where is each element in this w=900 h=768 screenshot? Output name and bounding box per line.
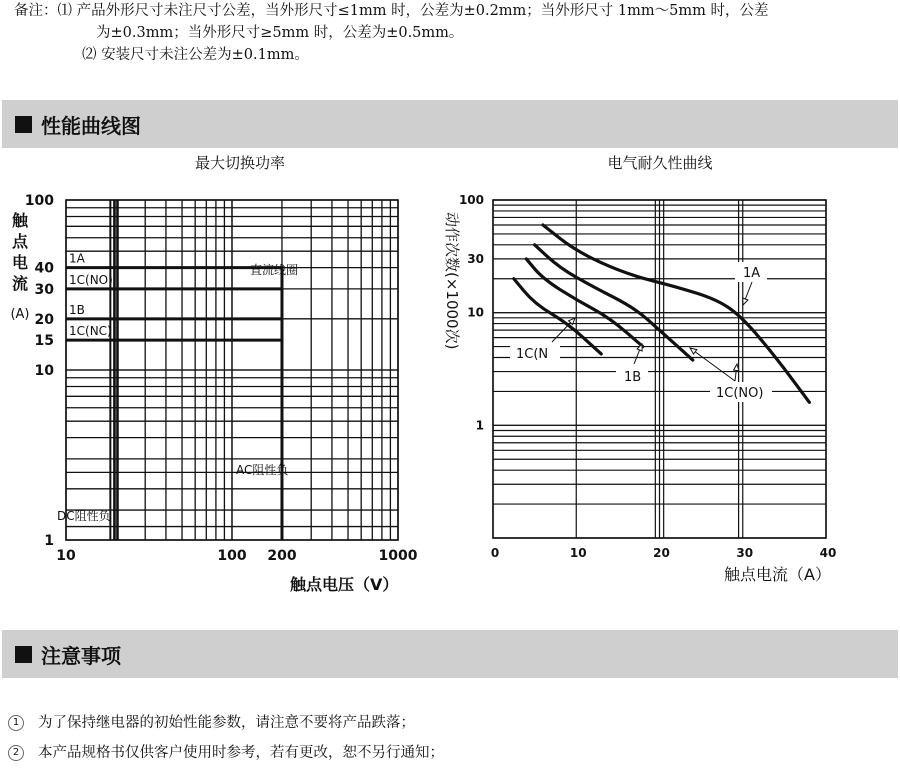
chart2-series-label: 1C(NO) bbox=[716, 386, 764, 401]
chart2-arrowhead bbox=[743, 298, 748, 305]
chart2-y-tick: 10 bbox=[467, 305, 484, 320]
chart1-y-tick: 100 bbox=[24, 193, 54, 209]
performance-section-title: 性能曲线图 bbox=[41, 113, 141, 138]
chart2-x-label: 触点电流（A） bbox=[724, 565, 831, 584]
item-text: 为了保持继电器的初始性能参数，请注意不要将产品跌落； bbox=[38, 715, 415, 731]
chart1-y-tick: 10 bbox=[34, 363, 54, 379]
chart2-y-tick: 30 bbox=[467, 251, 484, 266]
note-line-2: 为±0.3mm；当外形尺寸≥5mm 时，公差为±0.5mm。 bbox=[96, 25, 464, 41]
precautions-list bbox=[8, 708, 444, 768]
chart1-annotation: 直流线圈 bbox=[250, 263, 299, 277]
chart1-x-label: 触点电压（V） bbox=[290, 575, 399, 594]
precautions-section-header bbox=[2, 630, 898, 678]
chart2-x-tick: 30 bbox=[736, 546, 754, 560]
chart2-series-label: 1B bbox=[624, 370, 642, 385]
chart1-y-tick: 40 bbox=[34, 260, 54, 277]
chart2-y-tick: 1 bbox=[475, 418, 484, 433]
list-item bbox=[8, 708, 444, 738]
chart1-y-label-char: 电 bbox=[11, 253, 29, 272]
chart1-y-label-unit: (A) bbox=[10, 307, 30, 322]
chart1-series-line bbox=[66, 268, 282, 540]
chart1-y-tick: 30 bbox=[34, 281, 54, 298]
chart1-series-label: 1A bbox=[69, 251, 85, 266]
chart2-series-label: 1C(N bbox=[516, 347, 549, 362]
chart2-series-line bbox=[514, 279, 601, 354]
chart1-annotation: AC阻性负 bbox=[236, 463, 289, 477]
chart2-series-line bbox=[543, 225, 809, 402]
chart1-title: 最大切换功率 bbox=[194, 154, 285, 172]
chart1-series-label: 1B bbox=[69, 302, 85, 317]
chart2-x-tick: 40 bbox=[819, 546, 837, 560]
chart1-x-tick: 100 bbox=[217, 548, 247, 564]
chart2-series-line bbox=[535, 245, 693, 360]
chart2-x-tick: 0 bbox=[490, 546, 500, 560]
chart1-series-label: 1C(NC) bbox=[69, 324, 112, 339]
chart1-y-tick: 20 bbox=[34, 311, 54, 328]
list-item bbox=[8, 738, 444, 768]
chart1-y-tick: 1 bbox=[44, 533, 54, 549]
chart2-x-tick: 20 bbox=[653, 546, 670, 560]
note-line-3: ⑵ 安装尺寸未注公差为±0.1mm。 bbox=[82, 47, 309, 63]
item-text: 本产品规格书仅供客户使用时参考，若有更改，恕不另行通知； bbox=[38, 745, 444, 761]
chart1-y-tick: 15 bbox=[34, 333, 54, 350]
chart2-series-label: 1A bbox=[743, 266, 761, 281]
chart2-y-label: 动作次数(×1000次) bbox=[443, 212, 461, 350]
chart1-y-label-char: 流 bbox=[11, 274, 29, 293]
chart2-title: 电气耐久性曲线 bbox=[607, 154, 713, 172]
item-number: 1 bbox=[8, 715, 24, 731]
note-line-1: 备注：⑴ 产品外形尺寸未注尺寸公差，当外形尺寸≤1mm 时，公差为±0.2mm；当外形尺寸 1mm～5mm 时，公差 bbox=[14, 3, 769, 19]
chart1-x-tick: 200 bbox=[267, 548, 297, 564]
chart2-y-tick: 100 bbox=[458, 193, 484, 207]
item-number: 2 bbox=[8, 745, 24, 761]
precautions-section-title: 注意事项 bbox=[41, 643, 121, 668]
chart2-x-tick: 10 bbox=[569, 546, 587, 560]
chart1-annotation: DC阻性负 bbox=[57, 509, 111, 523]
chart2-label-arrow bbox=[690, 348, 735, 381]
square-bullet-icon bbox=[15, 646, 32, 663]
chart1-y-label-char: 点 bbox=[11, 232, 29, 251]
chart1-x-tick: 1000 bbox=[378, 548, 418, 564]
chart2-arrowhead bbox=[690, 348, 697, 354]
chart1-x-tick: 10 bbox=[56, 548, 76, 564]
chart1-y-label-char: 触 bbox=[11, 211, 29, 230]
chart1-series-label: 1C(NO) bbox=[69, 272, 113, 287]
